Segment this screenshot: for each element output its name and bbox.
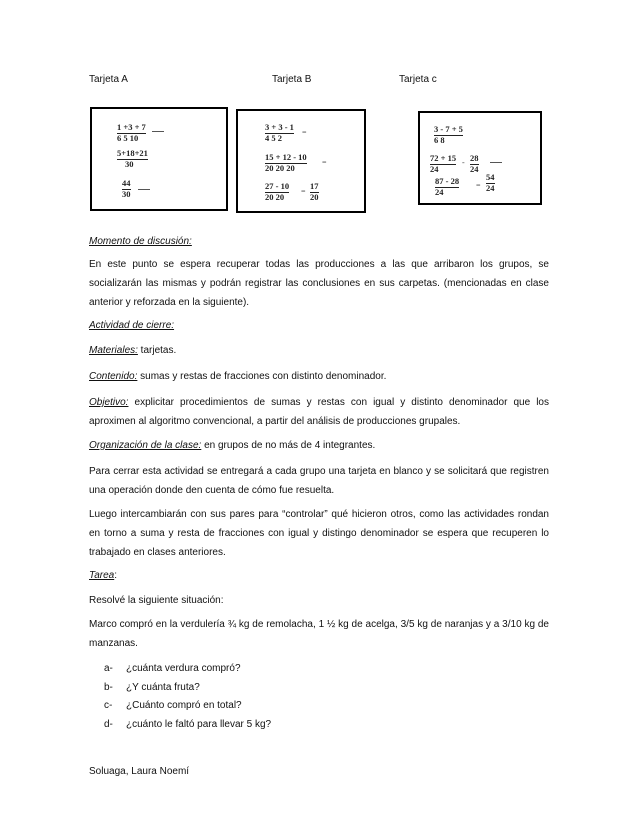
- card-c-fraction-1: $\frac{3 - 7 + 5}{6 8}$: [434, 124, 463, 145]
- discussion-title: Momento de discusión:: [89, 236, 192, 247]
- card-c-fraction-4: $\frac{87 - 28}{24}$: [435, 176, 460, 197]
- equals-sign: =: [476, 181, 481, 190]
- card-a-label: Tarjeta A: [89, 74, 128, 85]
- equals-line: [138, 189, 150, 190]
- organization-text: en grupos de no más de 4 integrantes.: [201, 440, 376, 451]
- organization-line: [89, 436, 549, 455]
- list-item: b- ¿Y cuánta fruta?: [104, 681, 200, 693]
- card-b-fraction-1: $\frac{3 + 3 - 1}{4 5 2}$: [265, 122, 294, 143]
- homework-title: Tarea:: [89, 570, 117, 581]
- question-list: [104, 660, 271, 734]
- content-line: [89, 367, 549, 386]
- equals-line: [490, 162, 502, 163]
- discussion-body: En este punto se espera recuperar todas las producciones a las que arribaron los grupos, se socializarán las mismas y podrán registrar las conclusiones en sus carpetas. (mencionadas en clase anterior y reforzada en la siguiente).: [89, 259, 549, 308]
- content-text: sumas y restas de fracciones con distinto denominador.: [137, 371, 387, 382]
- card-b-label: Tarjeta B: [272, 74, 312, 85]
- materials-text: tarjetas.: [137, 345, 177, 356]
- closing-paragraph-2: Luego intercambiarán con sus pares para “controlar” qué hicieron otros, como las actividades rondan en torno a suma y resta de fracciones con igual y distingo denominador se espera que recuperen lo trabajado en clases anteriores.: [89, 509, 549, 558]
- equals-sign: =: [322, 158, 327, 167]
- list-item: a- ¿cuánta verdura compró?: [104, 663, 241, 674]
- card-b-fraction-4: $\frac{17}{20}$: [310, 181, 319, 202]
- footer-author: Soluaga, Laura Noemí: [89, 766, 190, 777]
- card-b-fraction-3: $\frac{27 - 10}{20 20}$: [265, 181, 290, 202]
- equals-sign: -: [462, 158, 465, 167]
- organization-label: Organización de la clase:: [89, 440, 202, 451]
- materials-line: [89, 341, 549, 360]
- objective-paragraph: [89, 393, 549, 431]
- equals-sign: =: [301, 187, 306, 196]
- card-c-fraction-3: $\frac{28}{24}$: [470, 153, 479, 174]
- card-c-fraction-5: $\frac{54}{24}$: [486, 172, 495, 193]
- list-item: c- ¿Cuánto compró en total?: [104, 700, 242, 711]
- card-a-fraction-3: $\frac{44}{30}$: [122, 178, 131, 199]
- card-c-label: Tarjeta c: [399, 74, 437, 85]
- card-a: [90, 107, 228, 211]
- homework-instruction: Resolvé la siguiente situación:: [89, 595, 224, 606]
- card-a-fraction-2: $\frac{5+18+21}{30}$: [117, 148, 148, 169]
- homework-problem: Marco compró en la verdulería ¾ kg de remolacha, 1 ½ kg de acelga, 3/5 kg de naranjas y a 3/10 kg de manzanas.: [89, 619, 549, 649]
- card-c: [418, 111, 542, 205]
- closing-title: Actividad de cierre:: [89, 320, 175, 331]
- equals-line: [152, 131, 164, 132]
- closing-paragraph-1: Para cerrar esta actividad se entregará a cada grupo una tarjeta en blanco y se solicitará que registren una operación donde den cuenta de cómo fue resuelta.: [89, 466, 549, 496]
- objective-label: Objetivo:: [89, 397, 129, 408]
- card-a-fraction-1: $\frac{1 +3 + 7}{6 5 10}$: [117, 122, 146, 143]
- materials-label: Materiales:: [89, 345, 138, 356]
- list-item: d- ¿cuánto le faltó para llevar 5 kg?: [104, 718, 272, 730]
- content-label: Contenido:: [89, 371, 138, 382]
- equals-sign: =: [302, 128, 307, 137]
- card-b-fraction-2: $\frac{15 + 12 - 10}{20 20 20}$: [265, 152, 307, 173]
- card-c-fraction-2: $\frac{72 + 15}{24}$: [430, 153, 457, 174]
- card-b: [236, 109, 366, 213]
- objective-text: explicitar procedimientos de sumas y restas con igual y distinto denominador que los aproximen al algoritmo convencional, a partir del análisis de producciones grupales.: [89, 397, 549, 427]
